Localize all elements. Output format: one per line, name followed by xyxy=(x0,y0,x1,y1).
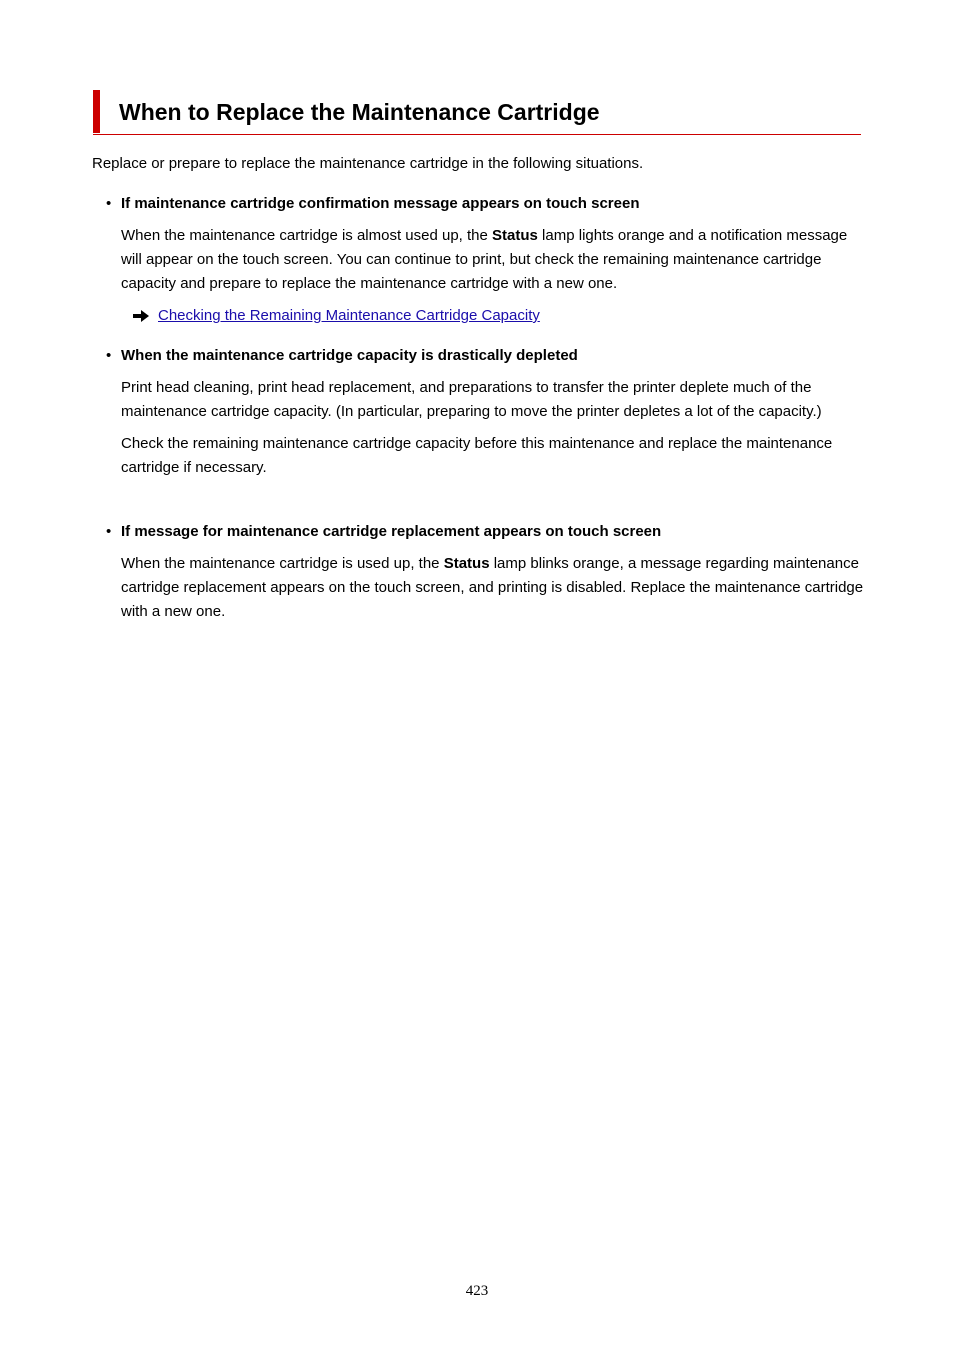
bullet-icon: • xyxy=(106,347,112,364)
status-lamp-name: Status xyxy=(443,555,490,572)
section-paragraph: Print head cleaning, print head replacement, and preparations to transfer the printer deplete much of the maintenance cartridge capacity. (In particular, preparing to move the printer depletes a lot of the capacity.) xyxy=(121,379,822,420)
intro-paragraph: Replace or prepare to replace the maintenance cartridge in the following situations. xyxy=(92,155,644,172)
section-paragraph xyxy=(121,552,866,624)
section-paragraph: Check the remaining maintenance cartridge capacity before this maintenance and replace the maintenance cartridge if necessary. xyxy=(121,435,833,476)
related-link[interactable] xyxy=(133,304,866,328)
bullet-item xyxy=(106,520,866,544)
bullet-icon: • xyxy=(106,195,112,212)
bullet-icon: • xyxy=(106,523,112,540)
section-replacement-message xyxy=(106,520,866,624)
paragraph-text: lamp blinks orange, a message regarding maintenance cartridge replacement appears on the touch screen, and printing is disabled. Replace the maintenance cartridge with a new one. xyxy=(121,555,864,620)
section-paragraph xyxy=(121,224,866,296)
checking-capacity-link[interactable]: Checking the Remaining Maintenance Cartridge Capacity xyxy=(158,307,540,324)
section-heading: If maintenance cartridge confirmation message appears on touch screen xyxy=(121,195,640,212)
page-number: 423 xyxy=(465,1283,489,1299)
page-header xyxy=(93,90,861,135)
bullet-item xyxy=(106,344,866,368)
status-lamp-name: Status xyxy=(492,227,538,244)
right-arrow-icon xyxy=(133,310,149,322)
page-title: When to Replace the Maintenance Cartridge xyxy=(119,99,600,125)
paragraph-text: When the maintenance cartridge is used up, the xyxy=(121,555,444,572)
section-confirmation-message xyxy=(106,192,866,328)
title-accent-bar xyxy=(93,90,100,133)
section-heading: If message for maintenance cartridge replacement appears on touch screen xyxy=(121,523,662,540)
bullet-item xyxy=(106,192,866,216)
paragraph-text: When the maintenance cartridge is almost used up, the xyxy=(121,227,493,244)
section-capacity-depleted xyxy=(106,344,866,480)
section-heading: When the maintenance cartridge capacity is drastically depleted xyxy=(121,347,578,364)
paragraph-text: lamp lights orange and a notification message will appear on the touch screen. You can continue to print, but check the remaining maintenance cartridge capacity and prepare to replace the maintenance cartridge with a new one. xyxy=(121,227,848,292)
